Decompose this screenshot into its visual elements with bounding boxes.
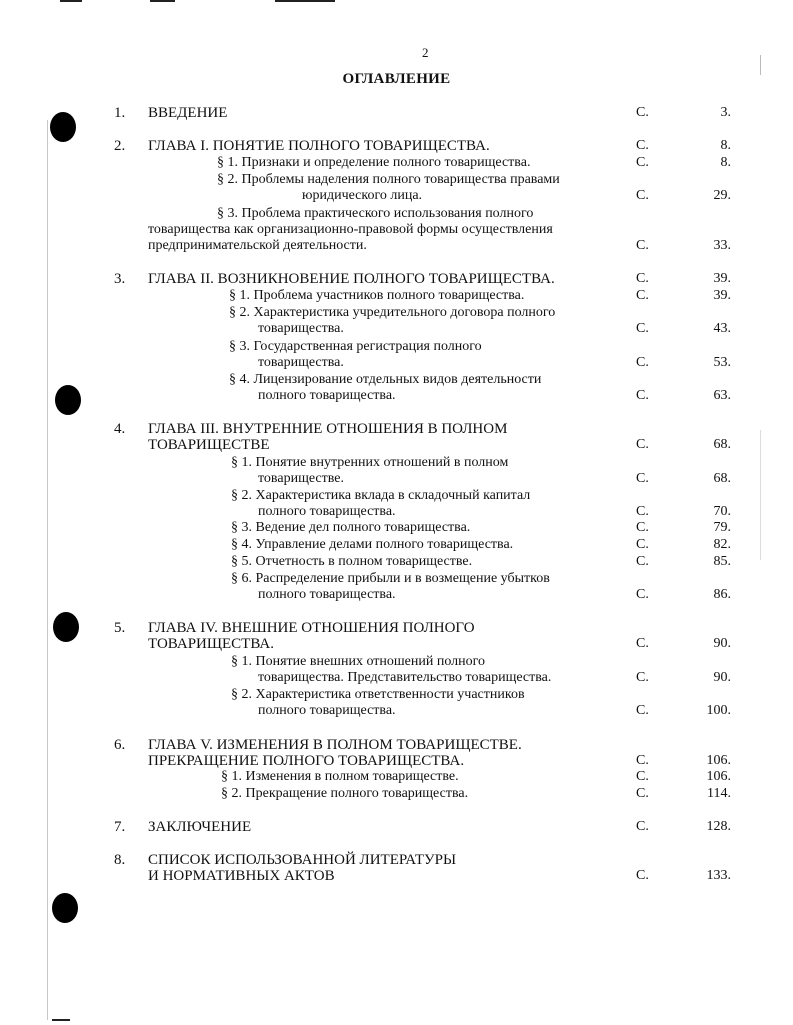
page-prefix: С.	[636, 868, 649, 883]
page-prefix: С.	[636, 138, 649, 153]
toc-entry-number: 2.	[114, 138, 126, 154]
toc-page-number: 3.	[720, 105, 731, 120]
punch-hole	[52, 893, 78, 923]
page-prefix: С.	[636, 388, 649, 403]
toc-section-title[interactable]: § 2. Характеристика ответственности участников	[231, 687, 525, 702]
page-prefix: С.	[636, 786, 649, 801]
page-prefix: С.	[636, 587, 649, 602]
toc-entry-number: 6.	[114, 737, 126, 753]
toc-section-title[interactable]: § 2. Проблемы наделения полного товарищества правами	[217, 172, 560, 187]
page-prefix: С.	[636, 819, 649, 834]
toc-page-number: 106.	[706, 753, 731, 768]
toc-entry-title[interactable]: ГЛАВА I. ПОНЯТИЕ ПОЛНОГО ТОВАРИЩЕСТВА.	[148, 138, 490, 154]
toc-section-title[interactable]: § 2. Прекращение полного товарищества.	[221, 786, 469, 801]
page-title: ОГЛАВЛЕНИЕ	[342, 71, 451, 87]
page-prefix: С.	[636, 155, 649, 170]
toc-entry-title[interactable]: ВВЕДЕНИЕ	[148, 105, 228, 121]
toc-section-title[interactable]: товариществе.	[258, 471, 344, 486]
toc-page-number: 8.	[720, 138, 731, 153]
punch-hole	[50, 112, 76, 142]
scan-top-mark	[275, 0, 335, 2]
page-prefix: С.	[636, 355, 649, 370]
page-prefix: С.	[636, 471, 649, 486]
toc-page-number: 39.	[713, 288, 731, 303]
page-prefix: С.	[636, 670, 649, 685]
toc-page-number: 100.	[706, 703, 731, 718]
toc-page-number: 114.	[707, 786, 731, 801]
toc-entry-title[interactable]: ПРЕКРАЩЕНИЕ ПОЛНОГО ТОВАРИЩЕСТВА.	[148, 753, 465, 769]
toc-page-number: 90.	[713, 670, 731, 685]
punch-hole	[55, 385, 81, 415]
toc-entry-title[interactable]: ГЛАВА IV. ВНЕШНИЕ ОТНОШЕНИЯ ПОЛНОГО	[148, 620, 475, 636]
toc-page-number: 33.	[713, 238, 731, 253]
toc-section-title[interactable]: § 1. Признаки и определение полного товарищества.	[217, 155, 531, 170]
toc-entry-title[interactable]: СПИСОК ИСПОЛЬЗОВАННОЙ ЛИТЕРАТУРЫ	[148, 852, 457, 868]
toc-page-number: 68.	[713, 437, 731, 452]
toc-page-number: 79.	[713, 520, 731, 535]
toc-section-title[interactable]: § 3. Проблема практического использования полного	[217, 206, 534, 221]
toc-section-title[interactable]: § 6. Распределение прибыли и в возмещение убытков	[231, 571, 550, 586]
page-prefix: С.	[636, 537, 649, 552]
toc-entry-title[interactable]: ГЛАВА III. ВНУТРЕННИЕ ОТНОШЕНИЯ В ПОЛНОМ	[148, 421, 508, 437]
toc-page-number: 68.	[713, 471, 731, 486]
toc-entry-number: 3.	[114, 271, 126, 287]
page-number: 2	[422, 45, 429, 60]
toc-section-title[interactable]: юридического лица.	[302, 188, 423, 203]
toc-entry-title[interactable]: И НОРМАТИВНЫХ АКТОВ	[148, 868, 335, 884]
toc-entry-title[interactable]: ГЛАВА II. ВОЗНИКНОВЕНИЕ ПОЛНОГО ТОВАРИЩЕСТВА.	[148, 271, 555, 287]
toc-section-title[interactable]: § 1. Проблема участников полного товарищества.	[229, 288, 525, 303]
scan-top-mark	[150, 0, 175, 2]
page-prefix: С.	[636, 636, 649, 651]
page-prefix: С.	[636, 703, 649, 718]
toc-page-number: 39.	[713, 271, 731, 286]
toc-entry-title[interactable]: ЗАКЛЮЧЕНИЕ	[148, 819, 252, 835]
toc-section-title[interactable]: § 1. Изменения в полном товариществе.	[221, 769, 459, 784]
page-prefix: С.	[636, 105, 649, 120]
toc-section-title[interactable]: § 3. Ведение дел полного товарищества.	[231, 520, 471, 535]
page-prefix: С.	[636, 554, 649, 569]
page-prefix: С.	[636, 321, 649, 336]
toc-section-title[interactable]: полного товарищества.	[258, 703, 396, 718]
toc-section-title[interactable]: § 4. Лицензирование отдельных видов деятельности	[229, 372, 542, 387]
toc-page-number: 128.	[706, 819, 731, 834]
toc-section-title[interactable]: полного товарищества.	[258, 587, 396, 602]
scan-right-mark	[760, 430, 761, 560]
toc-entry-number: 7.	[114, 819, 126, 835]
page-prefix: С.	[636, 753, 649, 768]
scan-top-mark	[60, 0, 82, 2]
scan-left-edge	[47, 120, 48, 1020]
toc-page-number: 29.	[713, 188, 731, 203]
toc-section-title[interactable]: § 1. Понятие внешних отношений полного	[231, 654, 486, 669]
toc-entry-number: 5.	[114, 620, 126, 636]
toc-page-number: 106.	[706, 769, 731, 784]
toc-section-title[interactable]: § 1. Понятие внутренних отношений в полном	[231, 455, 509, 470]
toc-page-number: 43.	[713, 321, 731, 336]
page-prefix: С.	[636, 520, 649, 535]
toc-entry-title[interactable]: ТОВАРИЩЕСТВЕ	[148, 437, 270, 453]
toc-page-number: 53.	[713, 355, 731, 370]
toc-page-number: 8.	[720, 155, 731, 170]
page-prefix: С.	[636, 288, 649, 303]
toc-section-title[interactable]: § 2. Характеристика учредительного договора полного	[229, 305, 556, 320]
toc-section-title[interactable]: товарищества. Представительство товарищества.	[258, 670, 552, 685]
toc-section-title[interactable]: товарищества.	[258, 321, 344, 336]
toc-section-title[interactable]: предпринимательской деятельности.	[148, 238, 367, 253]
punch-hole	[53, 612, 79, 642]
toc-section-title[interactable]: товарищества как организационно-правовой формы осуществления	[148, 222, 553, 237]
page-prefix: С.	[636, 271, 649, 286]
toc-page-number: 70.	[713, 504, 731, 519]
toc-section-title[interactable]: полного товарищества.	[258, 388, 396, 403]
page-prefix: С.	[636, 188, 649, 203]
toc-page-number: 133.	[706, 868, 731, 883]
toc-section-title[interactable]: § 2. Характеристика вклада в складочный капитал	[231, 488, 531, 503]
page-prefix: С.	[636, 769, 649, 784]
toc-page-number: 85.	[713, 554, 731, 569]
toc-page-number: 82.	[713, 537, 731, 552]
toc-section-title[interactable]: § 5. Отчетность в полном товариществе.	[231, 554, 473, 569]
toc-entry-title[interactable]: ГЛАВА V. ИЗМЕНЕНИЯ В ПОЛНОМ ТОВАРИЩЕСТВЕ.	[148, 737, 522, 753]
toc-section-title[interactable]: полного товарищества.	[258, 504, 396, 519]
toc-section-title[interactable]: § 4. Управление делами полного товарищества.	[231, 537, 514, 552]
page-prefix: С.	[636, 238, 649, 253]
toc-section-title[interactable]: товарищества.	[258, 355, 344, 370]
toc-section-title[interactable]: § 3. Государственная регистрация полного	[229, 339, 482, 354]
toc-entry-number: 8.	[114, 852, 126, 868]
toc-page-number: 86.	[713, 587, 731, 602]
toc-entry-number: 1.	[114, 105, 126, 121]
toc-entry-title[interactable]: ТОВАРИЩЕСТВА.	[148, 636, 274, 652]
toc-page-number: 63.	[713, 388, 731, 403]
scan-bottom-mark	[52, 1019, 70, 1021]
page-prefix: С.	[636, 504, 649, 519]
toc-page-number: 90.	[713, 636, 731, 651]
toc-entry-number: 4.	[114, 421, 126, 437]
page-prefix: С.	[636, 437, 649, 452]
